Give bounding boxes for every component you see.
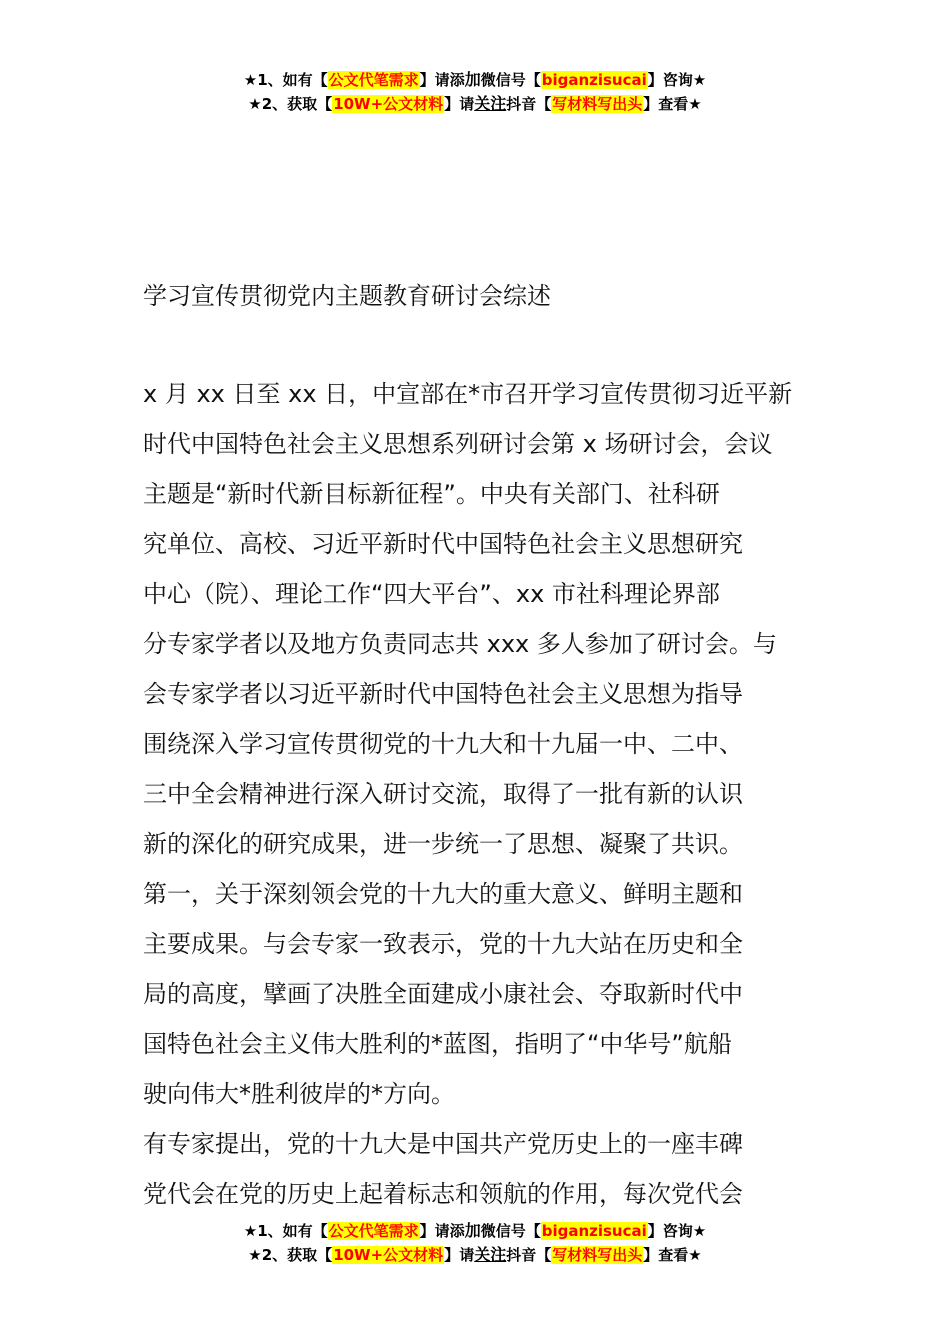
promo-wechat-id: biganzisucai — [541, 1222, 647, 1240]
body-line: x 月 xx 日至 xx 日，中宣部在*市召开学习宣传贯彻习近平新 — [143, 380, 793, 408]
promo-douyin-id: 写材料写出头 — [552, 95, 643, 113]
promo-text: 】请 — [444, 1246, 475, 1264]
promo-text: ★1、如有【 — [243, 71, 328, 89]
header-promo-banner — [0, 68, 950, 116]
promo-text: 加 — [464, 1221, 481, 1240]
promo-text: ★2、获取【 — [248, 95, 333, 113]
body-line: 主要成果。与会专家一致表示，党的十九大站在历史和全 — [143, 930, 743, 958]
body-line: 新的深化的研究成果，进一步统一了思想、凝聚了共识。 — [143, 830, 743, 858]
body-line: 国特色社会主义伟大胜利的*蓝图，指明了“中华号”航船 — [143, 1030, 732, 1058]
promo-wechat-id: biganzisucai — [541, 71, 647, 89]
promo-line-1 — [0, 1219, 950, 1243]
document-body — [143, 369, 811, 1219]
promo-highlight: 公文代笔需求 — [328, 71, 419, 89]
promo-text: 关注 — [474, 1245, 507, 1264]
promo-line-2 — [0, 92, 950, 116]
promo-text: ★1、如有【 — [243, 1222, 328, 1240]
promo-text: ★2、获取【 — [248, 1246, 333, 1264]
promo-text: 抖音【 — [506, 95, 552, 113]
promo-text: 微信号【 — [480, 1222, 541, 1240]
body-line: 围绕深入学习宣传贯彻党的十九大和十九届一中、二中、 — [143, 730, 743, 758]
footer-promo-banner — [0, 1219, 950, 1267]
promo-text: 】查看★ — [643, 95, 702, 113]
promo-text: 】请添 — [419, 71, 465, 89]
promo-douyin-id: 写材料写出头 — [552, 1246, 643, 1264]
body-line: 分专家学者以及地方负责同志共 xxx 多人参加了研讨会。与 — [143, 630, 777, 658]
body-line: 中心（院）、理论工作“四大平台”、xx 市社科理论界部 — [143, 580, 720, 608]
promo-line-2 — [0, 1243, 950, 1267]
body-line: 会专家学者以习近平新时代中国特色社会主义思想为指导 — [143, 680, 743, 708]
body-line: 主题是“新时代新目标新征程”。中央有关部门、社科研 — [143, 480, 720, 508]
promo-text: 】请添 — [419, 1222, 465, 1240]
promo-highlight: 10W+公文材料 — [333, 1246, 444, 1264]
body-line: 局的高度，擘画了决胜全面建成小康社会、夺取新时代中 — [143, 980, 743, 1008]
body-line: 第一，关于深刻领会党的十九大的重大意义、鲜明主题和 — [143, 880, 743, 908]
promo-highlight: 10W+公文材料 — [333, 95, 444, 113]
body-line: 党代会在党的历史上起着标志和领航的作用，每次党代会 — [143, 1180, 743, 1208]
body-line: 时代中国特色社会主义思想系列研讨会第 x 场研讨会，会议 — [143, 430, 773, 458]
promo-text: 】请 — [444, 95, 475, 113]
promo-text: 】咨询★ — [647, 1222, 707, 1240]
body-line: 三中全会精神进行深入研讨交流，取得了一批有新的认识 — [143, 780, 743, 808]
promo-text: 关注 — [474, 94, 507, 113]
body-line: 驶向伟大*胜利彼岸的*方向。 — [143, 1080, 455, 1108]
promo-text: 微信号【 — [480, 71, 541, 89]
promo-highlight: 公文代笔需求 — [328, 1222, 419, 1240]
promo-text: 抖音【 — [506, 1246, 552, 1264]
body-line: 有专家提出，党的十九大是中国共产党历史上的一座丰碑 — [143, 1130, 743, 1158]
promo-line-1 — [0, 68, 950, 92]
body-line: 究单位、高校、习近平新时代中国特色社会主义思想研究 — [143, 530, 743, 558]
promo-text: 】咨询★ — [647, 71, 707, 89]
promo-text: 】查看★ — [643, 1246, 702, 1264]
promo-text: 加 — [464, 70, 481, 89]
document-title: 学习宣传贯彻党内主题教育研讨会综述 — [143, 282, 551, 310]
